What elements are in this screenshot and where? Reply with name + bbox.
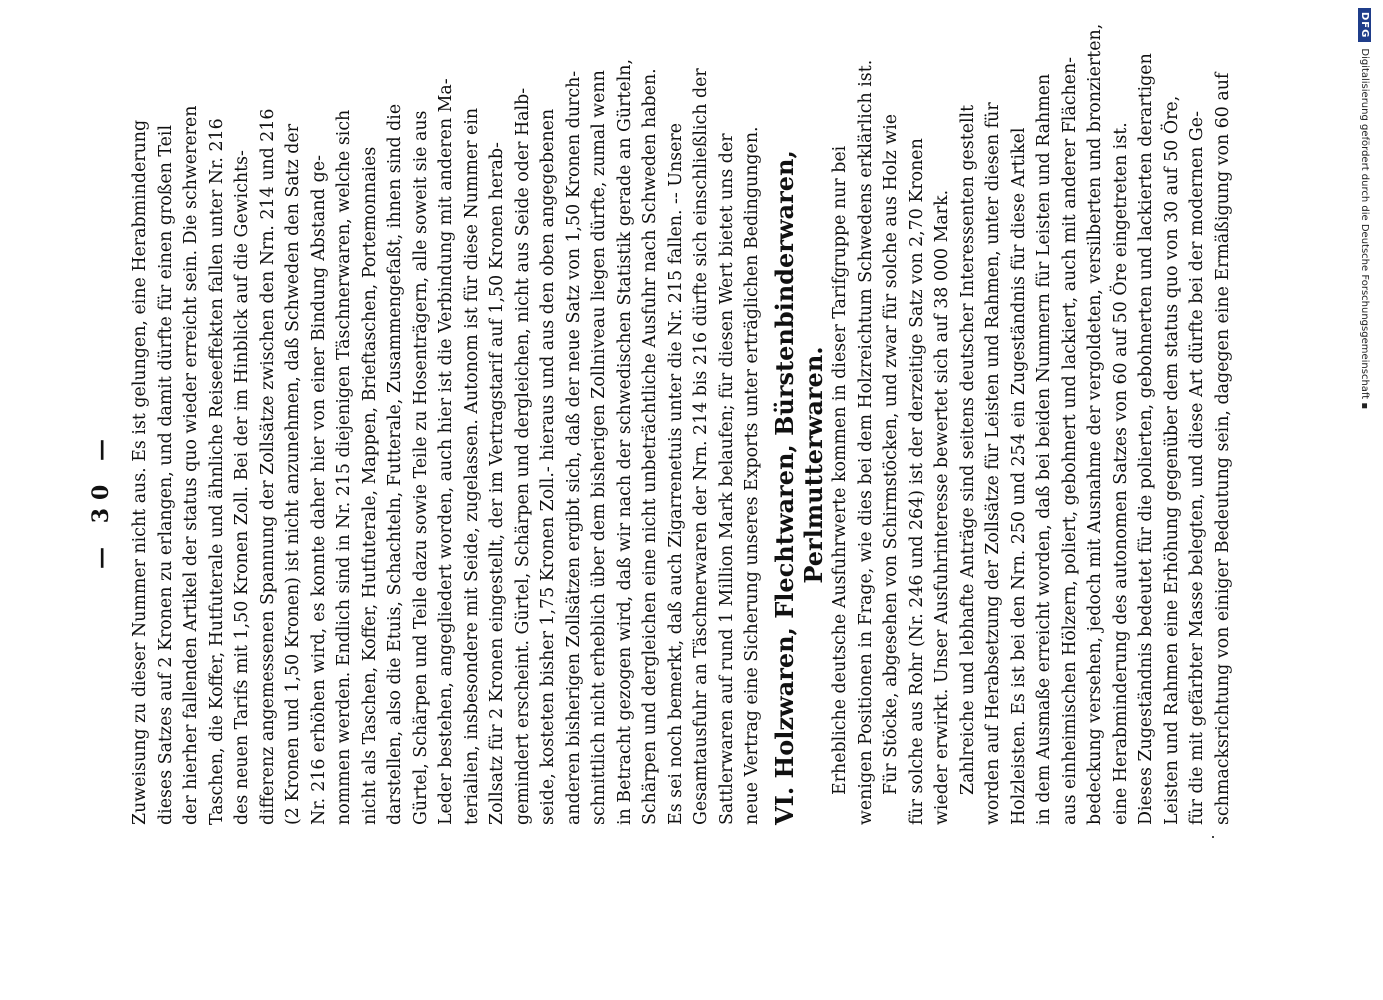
- scan-speck: [1212, 836, 1214, 838]
- text-line: Leisten und Rahmen eine Erhöhung gegenüber dem status quo von 30 auf 50 Öre,: [1161, 95, 1182, 825]
- text-line: seide, kosteten bisher 1,75 Kronen Zoll.- hieraus und aus den oben angegebenen: [538, 108, 558, 825]
- text-line: (2 Kronen und 1,50 Kronen) ist nicht anzunehmen, daß Schweden den Satz der: [283, 123, 303, 825]
- section-heading-line2: Perlmutterwaren.: [799, 346, 828, 584]
- section-heading-line1: VI. Holzwaren, Flechtwaren, Bürstenbinderwaren,: [770, 150, 799, 825]
- text-line: Leder bestehen, angegliedert worden, auch hier ist die Verbindung mit anderen Ma-: [436, 78, 456, 825]
- text-line: terialien, insbesondere mit Seide, zugelassen. Autonom ist für diese Nummer ein: [461, 107, 482, 825]
- text-line: wieder erwirkt. Unser Ausfuhrinteresse bewertet sich auf 38 000 Mark.: [932, 189, 952, 825]
- text-line: Zollsatz für 2 Kronen eingestellt, der im Vertragstarif auf 1,50 Kronen herab-: [487, 142, 507, 825]
- text-line: differenz angemessenen Spannung der Zollsätze zwischen den Nrn. 214 und 216: [257, 108, 278, 825]
- text-line: schmacksrichtung von einiger Bedeutung sein, dagegen eine Ermäßigung von 60 auf: [1212, 72, 1233, 825]
- text-line: Zahlreiche und lebhafte Anträge sind seitens deutscher Interessenten gestellt: [957, 104, 978, 795]
- text-line: anderen bisherigen Zollsätzen ergibt sich, daß der neue Satz von 1,50 Kronen durch-: [563, 70, 584, 825]
- section-heading: [770, 145, 828, 825]
- text-line: eine Herabminderung des autonomen Satzes von 60 auf 50 Öre eingetreten ist.: [1110, 122, 1131, 825]
- page-number: — 30 —: [88, 431, 114, 569]
- dfg-logo: DFG: [1359, 8, 1372, 42]
- text-line: des neuen Tarifs mit 1,50 Kronen Zoll. Bei der im Hinblick auf die Gewichts-: [232, 150, 252, 825]
- text-line: Sattlerwaren auf rund 1 Million Mark belaufen; für diesen Wert bietet uns der: [716, 133, 737, 825]
- text-line: schnittlich nicht erheblich über dem bisherigen Zollniveau liegen dürfte, zumal wenn: [589, 70, 609, 825]
- digitization-credit-text: Digitalisierung gefördert durch die Deutsche Forschungsgemeinschaft ▪: [1359, 48, 1371, 410]
- text-line: Zuweisung zu dieser Nummer nicht aus. Es ist gelungen, eine Herabminderung: [130, 119, 150, 825]
- text-line: der hierher fallenden Artikel der status quo wieder erreicht sein. Die schwereren: [181, 105, 201, 825]
- section-paragraphs: [828, 23, 1236, 825]
- text-line: Taschen, die Koffer, Hutfuterale und ähnliche Reiseeffekten fallen unter Nr. 216: [206, 118, 227, 825]
- text-line: nommen werden. Endlich sind in Nr. 215 diejenigen Täschnerwaren, welche sich: [334, 109, 354, 825]
- text-line: Für Stöcke, abgesehen von Schirmstöcken, und zwar für solche aus Holz wie: [881, 113, 901, 795]
- text-line: in dem Ausmaße erreicht worden, daß bei beiden Nummern für Leisten und Rahmen: [1034, 73, 1054, 825]
- text-line: in Betracht gezogen wird, daß wir nach der schwedischen Statistik gerade an Gürteln,: [614, 59, 635, 825]
- text-line: bedeckung versehen, jedoch mit Ausnahme der vergoldeten, versilberten und bronzierten,: [1085, 23, 1105, 825]
- text-line: gemindert erscheint. Gürtel, Schärpen und dergleichen, nicht aus Seide oder Halb-: [512, 87, 533, 825]
- text-line: darstellen, also die Etuis, Schachteln, Futterale, Zusammengefaßt, ihnen sind die: [385, 103, 405, 825]
- text-line: worden auf Herabsetzung der Zollsätze für Leisten und Rahmen, unter diesen für: [983, 102, 1003, 825]
- text-line: Holzleisten. Es ist bei den Nrn. 250 und 254 ein Zugeständnis für diese Artikel: [1008, 127, 1029, 825]
- text-line: aus einheimischen Hölzern, poliert, gebohnert und lackiert, auch mit anderer Flächen-: [1059, 56, 1080, 825]
- text-line: Dieses Zugeständnis bedeutet für die polierten, gebohnerten und lackierten derartigen: [1136, 53, 1156, 825]
- text-line: Erhebliche deutsche Ausfuhrwerte kommen in dieser Tarifgruppe nur bei: [830, 145, 850, 795]
- text-line: Gesamtausfuhr an Täschnerwaren der Nrn. 214 bis 216 dürfte sich einschließlich der: [691, 68, 711, 825]
- digitization-credit: [1350, 8, 1380, 998]
- text-line: wenigen Positionen in Frage, wie dies bei dem Holzreichtum Schwedens erklärlich ist.: [855, 59, 876, 825]
- continued-paragraph: [128, 59, 766, 825]
- text-line: Nr. 216 erhöhen wird, es konnte daher hier von einer Bindung Abstand ge-: [308, 155, 329, 825]
- text-line: dieses Satzes auf 2 Kronen zu erlangen, und damit dürfte für einen großen Teil: [155, 124, 176, 825]
- text-line: neue Vertrag eine Sicherung unseres Exports unter erträglichen Bedingungen.: [742, 126, 762, 825]
- text-line: für solche aus Rohr (Nr. 246 und 264) ist der derzeitige Satz von 2,70 Kronen: [906, 138, 927, 825]
- text-line: für die mit gefärbter Masse belegten, und diese Art dürfte bei der modernen Ge-: [1187, 111, 1207, 825]
- text-line: nicht als Taschen, Koffer, Hutfuterale, Mappen, Brieftaschen, Portemonnaies: [359, 146, 380, 825]
- text-line: Gürtel, Schärpen und Teile dazu sowie Teile zu Hosenträgern, alle soweit sie aus: [410, 110, 431, 825]
- text-line: Schärpen und dergleichen eine nicht unbeträchtliche Ausfuhr nach Schweden haben.: [640, 68, 660, 825]
- text-line: Es sei noch bemerkt, daß auch Zigarrenetuis unter die Nr. 215 fallen. -- Unsere: [665, 122, 686, 825]
